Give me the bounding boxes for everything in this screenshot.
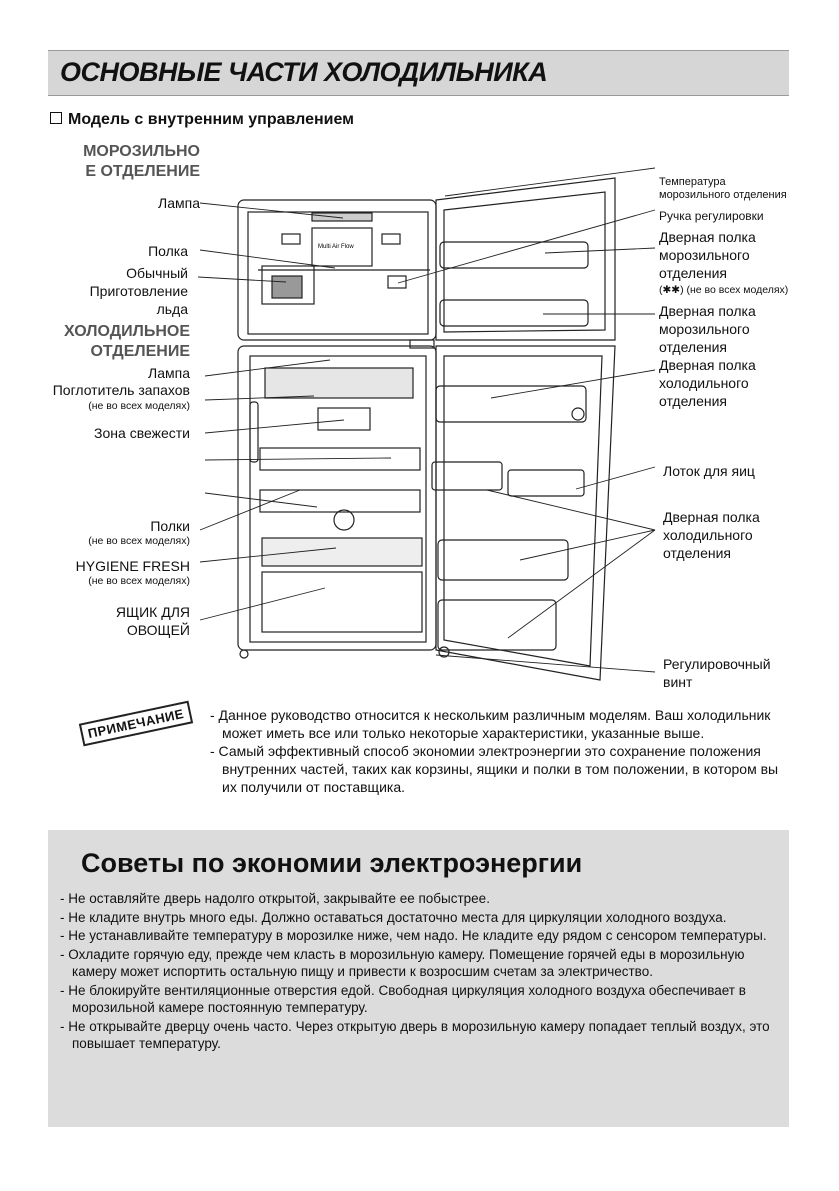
tip-item: - Не кладите внутрь много еды. Должно оставаться достаточно места для циркуляции холодного воздуха. (60, 909, 727, 925)
tip-item: - Не устанавливайте температуру в морозилке ниже, чем надо. Не кладите еду рядом с сенсором температуры. (60, 928, 767, 943)
deodorizer-drawer (265, 368, 413, 398)
leader-shelf-b (205, 493, 317, 507)
vent-left (282, 234, 300, 244)
page-title: ОСНОВНЫЕ ЧАСТИ ХОЛОДИЛЬНИКА (60, 57, 548, 87)
fridge-door-liner (444, 356, 602, 666)
freezer-interior (248, 212, 428, 334)
freezer-door-shelf-note: (✱✱) (не во всех моделях) (659, 284, 789, 296)
shelf-label: Полка (148, 243, 188, 259)
knob-label: Ручка регулировки (659, 209, 764, 223)
shelf-2 (260, 490, 420, 512)
deodorizer-label: Поглотитель запахов (52, 382, 190, 398)
deodorizer-note: (не во всех моделях) (88, 400, 190, 412)
leader-egg (576, 467, 655, 489)
egg-tray-right (508, 470, 584, 496)
fridge-section-line2: ОТДЕЛЕНИЕ (90, 343, 190, 360)
freezer-temp-line2: морозильного отделения (659, 189, 787, 201)
leader-fdoor1 (545, 248, 655, 253)
freezer-door-shelf2-label (659, 302, 756, 356)
energy-tips-panel (48, 830, 789, 1127)
vent-right (382, 234, 400, 244)
rds-line3: отделения (659, 393, 728, 409)
fridge-section-line1: ХОЛОДИЛЬНОЕ (63, 323, 190, 340)
screw-line1: Регулировочный (663, 656, 771, 672)
veg-box-label (10, 603, 190, 639)
tip-item: - Не блокируйте вентиляционные отверстия едой. Свободная циркуляция холодного воздуха обеспечивает в морозильной камере постоянную температуру. (60, 982, 746, 1015)
fds-line2: морозильного (659, 247, 750, 263)
freezer-temp-label (659, 176, 787, 202)
shelves-label: Полки (150, 518, 190, 534)
fresh-zone-label: Зона свежести (94, 425, 190, 441)
fds-line3: отделения (659, 265, 728, 281)
fds-line1: Дверная полка (659, 229, 756, 245)
fan (334, 510, 354, 530)
fridge-door-shelf2-label (663, 508, 760, 562)
fridge-door (436, 346, 615, 680)
leveling-screw-label (663, 655, 771, 691)
fds2-line3: отделения (659, 339, 728, 355)
freezer-section-label (40, 142, 200, 182)
freezer-knob-box (388, 276, 406, 288)
leader-temp (445, 168, 655, 196)
freezer-door-shelf-1 (440, 242, 588, 268)
lamp-freezer-label: Лампа (158, 195, 200, 211)
fridge-door-shelf-mid (438, 540, 568, 580)
fridge-door-shelf-top (436, 386, 586, 422)
ice-maker-line1: Обычный (126, 265, 188, 281)
egg-tray-label: Лоток для яиц (663, 463, 755, 479)
egg-tray-left (432, 462, 502, 490)
rds2-line2: холодильного (663, 527, 753, 543)
leader-rdoor (491, 370, 655, 398)
leader-shelf (200, 250, 335, 268)
freezer-temp-line1: Температура (659, 176, 726, 188)
ice-maker-tray (272, 276, 302, 298)
lamp-fridge-label: Лампа (148, 365, 190, 381)
fridge-door-shelf-label (659, 356, 756, 410)
note-stamp: ПРИМЕЧАНИЕ (79, 701, 193, 747)
ice-maker-label (40, 264, 188, 318)
fresh-zone-box (318, 408, 370, 430)
freezer-door-shelf-label (659, 228, 756, 282)
freezer-section-line2: Е ОТДЕЛЕНИЕ (85, 163, 200, 180)
fridge-handle (250, 402, 258, 462)
fds2-line2: морозильного (659, 321, 750, 337)
note-item: - Данное руководство относится к нескольким различным моделям. Ваш холодильник может иметь все или только некоторые характеристики, указанные выше. (210, 707, 771, 741)
hygiene-note: (не во всех моделях) (88, 575, 190, 587)
ice-maker-line3: льда (156, 301, 188, 317)
rds2-line1: Дверная полка (663, 509, 760, 525)
hygiene-label: HYGIENE FRESH (75, 558, 190, 574)
foot-left (240, 650, 248, 658)
note-item: - Самый эффективный способ экономии электроэнергии это сохранение положения внутренних частей, таких как корзины, ящики и полки в том положении, в котором вы их получили от поставщика. (210, 743, 779, 795)
hinge (410, 340, 434, 348)
tip-item: - Не оставляйте дверь надолго открытой, закрывайте ее побыстрее. (60, 891, 490, 906)
hygiene-fresh (262, 538, 422, 566)
shelves-note: (не во всех моделях) (88, 535, 190, 547)
fridge-section-label (30, 322, 190, 362)
subtitle-text: Модель с внутренним управлением (68, 111, 355, 128)
veg-box-line1: ЯЩИК ДЛЯ (115, 604, 190, 620)
fds2-line1: Дверная полка (659, 303, 756, 319)
freezer-door-shelf-2 (440, 300, 588, 326)
notes-block (210, 706, 790, 796)
leader-lamp-freezer (200, 203, 343, 218)
vegetable-box (262, 572, 422, 632)
freezer-section-line1: МОРОЗИЛЬНО (83, 143, 200, 160)
multi-air-flow-text: Multi Air Flow (318, 244, 354, 250)
rds2-line3: отделения (663, 545, 732, 561)
tips-title: Советы по экономии электроэнергии (81, 848, 583, 878)
tip-item: - Не открывайте дверцу очень часто. Через открытую дверь в морозильную камеру попадает теплый воздух, это повышает температуру. (60, 1018, 770, 1051)
rds-line1: Дверная полка (659, 357, 756, 373)
rds-line2: холодильного (659, 375, 749, 391)
leader-shelf-a (205, 458, 391, 460)
freezer-lamp (312, 213, 372, 221)
tips-list (60, 890, 782, 1054)
veg-box-line2: ОВОЩЕЙ (126, 622, 190, 638)
ice-maker-line2: Приготовление (89, 283, 188, 299)
screw-line2: винт (663, 674, 693, 690)
freezer-door-liner (444, 192, 605, 332)
tip-item: - Охладите горячую еду, прежде чем класть в морозильную камеру. Помещение горячей еды в морозильную камеру может испортить остальную пищу и привести к возросшим счетам за электричество. (60, 946, 745, 979)
leader-fresh (205, 420, 344, 433)
door-button (572, 408, 584, 420)
